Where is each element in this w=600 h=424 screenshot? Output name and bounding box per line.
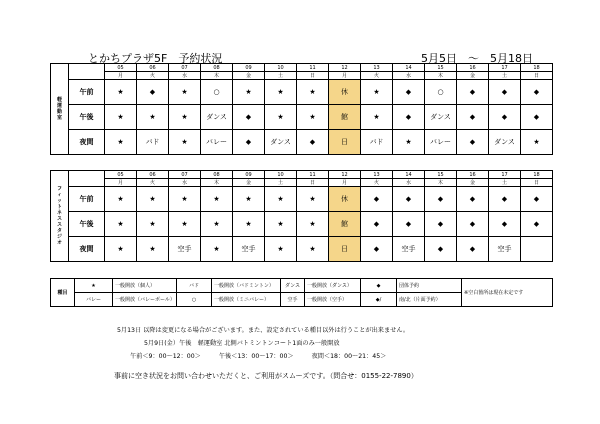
section-name-char: 軽 bbox=[56, 97, 62, 103]
time-slot-label: 午後 bbox=[69, 212, 105, 237]
schedule-cell: ★ bbox=[233, 212, 265, 237]
schedule-cell: ★ bbox=[137, 187, 169, 212]
fitness-studio-table bbox=[50, 170, 553, 262]
section-name-char: 動 bbox=[56, 109, 62, 115]
schedule-cell: ◆ bbox=[489, 105, 521, 130]
time-slot-row bbox=[51, 237, 553, 262]
schedule-cell: ◆ bbox=[137, 80, 169, 105]
schedule-cell: ◆ bbox=[361, 187, 393, 212]
schedule-cell: ★ bbox=[297, 80, 329, 105]
schedule-cell bbox=[521, 237, 553, 262]
day-number: 18 bbox=[521, 171, 553, 179]
contact-note: 事前に空き状況をお問い合わせいただくと、ご利用がスムーズです。（問合せ：0155-22-7890） bbox=[114, 372, 418, 380]
day-number: 13 bbox=[361, 64, 393, 72]
schedule-cell: ◆ bbox=[521, 212, 553, 237]
schedule-cell: ★ bbox=[105, 130, 137, 155]
notice-change bbox=[117, 325, 409, 334]
schedule-cell: ★ bbox=[265, 187, 297, 212]
section-name-char: ト bbox=[56, 204, 62, 210]
time-slot-row bbox=[51, 80, 553, 105]
schedule-cell: ◆ bbox=[425, 187, 457, 212]
schedule-cell: ◆ bbox=[457, 130, 489, 155]
day-of-week: 水 bbox=[393, 72, 425, 80]
day-of-week: 金 bbox=[233, 72, 265, 80]
day-number: 08 bbox=[201, 171, 233, 179]
day-of-week: 土 bbox=[265, 179, 297, 187]
schedule-cell: ★ bbox=[169, 130, 201, 155]
day-of-week: 土 bbox=[489, 179, 521, 187]
legend-desc: 一般開放（個人） bbox=[113, 279, 177, 293]
day-of-week: 水 bbox=[169, 179, 201, 187]
day-of-week: 火 bbox=[137, 72, 169, 80]
schedule-cell: ★ bbox=[297, 237, 329, 262]
schedule-cell: ★ bbox=[297, 105, 329, 130]
schedule-cell: ★ bbox=[297, 187, 329, 212]
day-of-week: 日 bbox=[297, 179, 329, 187]
legend-heading: 種目 bbox=[51, 279, 75, 307]
legend-symbol: ★ bbox=[75, 279, 113, 293]
schedule-cell: ★ bbox=[201, 237, 233, 262]
day-number: 16 bbox=[457, 64, 489, 72]
legend-desc: 一般開放（ミニバレー） bbox=[212, 293, 281, 307]
legend-symbol: バド bbox=[177, 279, 212, 293]
section-name bbox=[51, 64, 69, 155]
time-slot-row bbox=[51, 212, 553, 237]
day-of-week: 月 bbox=[329, 179, 361, 187]
time-slot-label: 午後 bbox=[69, 105, 105, 130]
legend-desc: 一般開放（ダンス） bbox=[305, 279, 361, 293]
time-slot-row bbox=[51, 187, 553, 212]
schedule-cell: ダンス bbox=[489, 130, 521, 155]
day-of-week: 木 bbox=[201, 179, 233, 187]
time-afternoon: 午後＜13：00～17：00＞ bbox=[218, 353, 294, 360]
notice-open-play: 5月9日(金）午後 軽運動室 北側バトミントンコート1面のみ一般開放 bbox=[144, 340, 340, 347]
time-slot-label: 夜間 bbox=[69, 237, 105, 262]
time-slot-row bbox=[51, 105, 553, 130]
header-blank bbox=[69, 64, 105, 80]
schedule-cell: ★ bbox=[265, 212, 297, 237]
time-slots bbox=[130, 351, 386, 360]
notice-date: 5月13日 bbox=[117, 327, 142, 334]
schedule-cell: 館 bbox=[329, 105, 361, 130]
schedule-cell: ★ bbox=[361, 80, 393, 105]
schedule-cell: ★ bbox=[105, 212, 137, 237]
schedule-cell: ★ bbox=[105, 105, 137, 130]
schedule-cell: ◆ bbox=[457, 105, 489, 130]
section-name-char: ネ bbox=[56, 210, 62, 216]
day-of-week: 日 bbox=[521, 72, 553, 80]
section-name bbox=[51, 171, 69, 262]
schedule-cell: ◆ bbox=[393, 187, 425, 212]
schedule-cell: 休 bbox=[329, 187, 361, 212]
day-number: 05 bbox=[105, 171, 137, 179]
schedule-cell: ★ bbox=[169, 105, 201, 130]
schedule-cell: ★ bbox=[233, 187, 265, 212]
day-number: 17 bbox=[489, 171, 521, 179]
section-name-char: オ bbox=[56, 240, 62, 246]
schedule-cell: ◆ bbox=[521, 187, 553, 212]
legend-symbol: 空手 bbox=[281, 293, 305, 307]
schedule-cell: ◆ bbox=[233, 130, 265, 155]
schedule-cell: ◆ bbox=[233, 105, 265, 130]
schedule-cell: ◆ bbox=[521, 80, 553, 105]
section-name-char: ィ bbox=[56, 192, 62, 198]
legend-symbol: ◆ bbox=[361, 279, 397, 293]
legend-desc: 一般開放（空手） bbox=[305, 293, 361, 307]
day-of-week: 火 bbox=[361, 72, 393, 80]
schedule-cell: 空手 bbox=[489, 237, 521, 262]
day-number: 11 bbox=[297, 171, 329, 179]
day-number: 15 bbox=[425, 64, 457, 72]
schedule-cell: ★ bbox=[169, 212, 201, 237]
day-of-week: 金 bbox=[233, 179, 265, 187]
schedule-cell: ★ bbox=[265, 80, 297, 105]
day-of-week: 金 bbox=[457, 179, 489, 187]
legend-symbol: ダンス bbox=[281, 279, 305, 293]
day-number: 09 bbox=[233, 64, 265, 72]
time-slot-label: 午前 bbox=[69, 187, 105, 212]
schedule-cell: ◆ bbox=[489, 187, 521, 212]
section-name-char: ス bbox=[56, 222, 62, 228]
schedule-cell: ★ bbox=[297, 212, 329, 237]
day-of-week: 日 bbox=[521, 179, 553, 187]
facility-title: とかちプラザ5F 予約状況 bbox=[88, 52, 223, 65]
schedule-cell: ★ bbox=[201, 187, 233, 212]
schedule-cell: ★ bbox=[137, 212, 169, 237]
day-of-week: 月 bbox=[105, 72, 137, 80]
section-name-char: ス bbox=[56, 216, 62, 222]
schedule-cell: ◆ bbox=[489, 80, 521, 105]
day-number: 13 bbox=[361, 171, 393, 179]
section-name-char: タ bbox=[56, 228, 62, 234]
schedule-cell: ★ bbox=[393, 130, 425, 155]
day-number: 14 bbox=[393, 64, 425, 72]
schedule-cell: 休 bbox=[329, 80, 361, 105]
day-of-week: 金 bbox=[457, 72, 489, 80]
legend-note: ※空白箇所は現在未定です bbox=[462, 279, 553, 307]
day-number: 12 bbox=[329, 171, 361, 179]
schedule-cell: 館 bbox=[329, 212, 361, 237]
schedule-cell: バレー bbox=[201, 130, 233, 155]
day-number: 07 bbox=[169, 171, 201, 179]
section-name-char: フ bbox=[56, 186, 62, 192]
section-name-char: ジ bbox=[56, 234, 62, 240]
day-number: 06 bbox=[137, 171, 169, 179]
header-blank bbox=[69, 171, 105, 187]
day-number: 14 bbox=[393, 171, 425, 179]
day-number: 09 bbox=[233, 171, 265, 179]
day-number: 05 bbox=[105, 64, 137, 72]
schedule-cell: ★ bbox=[265, 105, 297, 130]
schedule-cell: ★ bbox=[105, 237, 137, 262]
section-name-char: ッ bbox=[56, 198, 62, 204]
day-number: 12 bbox=[329, 64, 361, 72]
schedule-cell: ◆ bbox=[457, 187, 489, 212]
schedule-cell: ★ bbox=[105, 187, 137, 212]
day-number: 10 bbox=[265, 171, 297, 179]
schedule-cell: 日 bbox=[329, 237, 361, 262]
legend-symbol: バレー bbox=[75, 293, 113, 307]
day-of-week: 水 bbox=[169, 72, 201, 80]
schedule-cell: バド bbox=[137, 130, 169, 155]
day-number: 07 bbox=[169, 64, 201, 72]
day-of-week: 土 bbox=[265, 72, 297, 80]
schedule-cell: ◆ bbox=[393, 80, 425, 105]
day-number: 15 bbox=[425, 171, 457, 179]
day-of-week: 月 bbox=[329, 72, 361, 80]
schedule-cell: 日 bbox=[329, 130, 361, 155]
time-slot-label: 午前 bbox=[69, 80, 105, 105]
schedule-cell: ◆ bbox=[457, 80, 489, 105]
schedule-cell: ◆ bbox=[457, 212, 489, 237]
day-of-week: 木 bbox=[425, 179, 457, 187]
time-slot-row bbox=[51, 130, 553, 155]
day-number: 06 bbox=[137, 64, 169, 72]
schedule-cell: ダンス bbox=[201, 105, 233, 130]
schedule-cell: ◆ bbox=[457, 237, 489, 262]
schedule-cell: ○ bbox=[201, 80, 233, 105]
schedule-cell: ダンス bbox=[425, 105, 457, 130]
schedule-cell: 空手 bbox=[233, 237, 265, 262]
schedule-cell: バド bbox=[361, 130, 393, 155]
legend-symbol: ○ bbox=[177, 293, 212, 307]
time-morning: 午前＜9：00～12：00＞ bbox=[130, 353, 201, 360]
schedule-cell: ★ bbox=[169, 187, 201, 212]
schedule-cell: ◆ bbox=[393, 212, 425, 237]
schedule-cell: 空手 bbox=[169, 237, 201, 262]
schedule-cell: ★ bbox=[201, 212, 233, 237]
time-slot-label: 夜間 bbox=[69, 130, 105, 155]
schedule-cell: ◆ bbox=[361, 212, 393, 237]
day-of-week: 木 bbox=[201, 72, 233, 80]
section-name-char: 室 bbox=[56, 115, 62, 121]
schedule-cell: ★ bbox=[169, 80, 201, 105]
schedule-cell: 空手 bbox=[393, 237, 425, 262]
schedule-cell: ★ bbox=[137, 105, 169, 130]
legend-symbol: ◆/ bbox=[361, 293, 397, 307]
day-number: 11 bbox=[297, 64, 329, 72]
schedule-cell: ◆ bbox=[361, 237, 393, 262]
schedule-cell: ○ bbox=[425, 80, 457, 105]
legend-table bbox=[50, 278, 553, 307]
schedule-cell: ★ bbox=[233, 80, 265, 105]
day-number: 17 bbox=[489, 64, 521, 72]
schedule-cell: ◆ bbox=[297, 130, 329, 155]
day-number: 18 bbox=[521, 64, 553, 72]
day-of-week: 土 bbox=[489, 72, 521, 80]
light-exercise-room-table bbox=[50, 63, 553, 155]
schedule-cell: バレー bbox=[425, 130, 457, 155]
schedule-cell: ★ bbox=[521, 130, 553, 155]
day-of-week: 水 bbox=[393, 179, 425, 187]
day-of-week: 日 bbox=[297, 72, 329, 80]
day-of-week: 火 bbox=[361, 179, 393, 187]
day-number: 08 bbox=[201, 64, 233, 72]
schedule-cell: ★ bbox=[265, 237, 297, 262]
day-of-week: 月 bbox=[105, 179, 137, 187]
schedule-cell: ★ bbox=[105, 80, 137, 105]
day-of-week: 火 bbox=[137, 179, 169, 187]
schedule-cell: ◆ bbox=[521, 105, 553, 130]
section-name-char: 運 bbox=[56, 103, 62, 109]
schedule-cell: ◆ bbox=[425, 212, 457, 237]
schedule-cell: ダンス bbox=[265, 130, 297, 155]
schedule-cell: ★ bbox=[361, 105, 393, 130]
day-number: 10 bbox=[265, 64, 297, 72]
schedule-cell: ◆ bbox=[425, 237, 457, 262]
time-evening: 夜間＜18：00～21：45＞ bbox=[311, 353, 387, 360]
schedule-cell: ★ bbox=[137, 237, 169, 262]
notice-text: 以降は変更になる場合がございます。また、設定されている種目以外は行うことが出来ません。 bbox=[143, 327, 410, 334]
legend-desc: 一般開放（バレーボール） bbox=[113, 293, 177, 307]
legend-desc: 南/北（片面予約） bbox=[397, 293, 462, 307]
schedule-cell: ◆ bbox=[489, 212, 521, 237]
schedule-cell: ◆ bbox=[393, 105, 425, 130]
day-number: 16 bbox=[457, 171, 489, 179]
legend-desc: 一般開放（バドミントン） bbox=[212, 279, 281, 293]
legend-desc: 団体予約 bbox=[397, 279, 462, 293]
day-of-week: 木 bbox=[425, 72, 457, 80]
date-range: 5月5日 ～ 5月18日 bbox=[421, 52, 533, 65]
